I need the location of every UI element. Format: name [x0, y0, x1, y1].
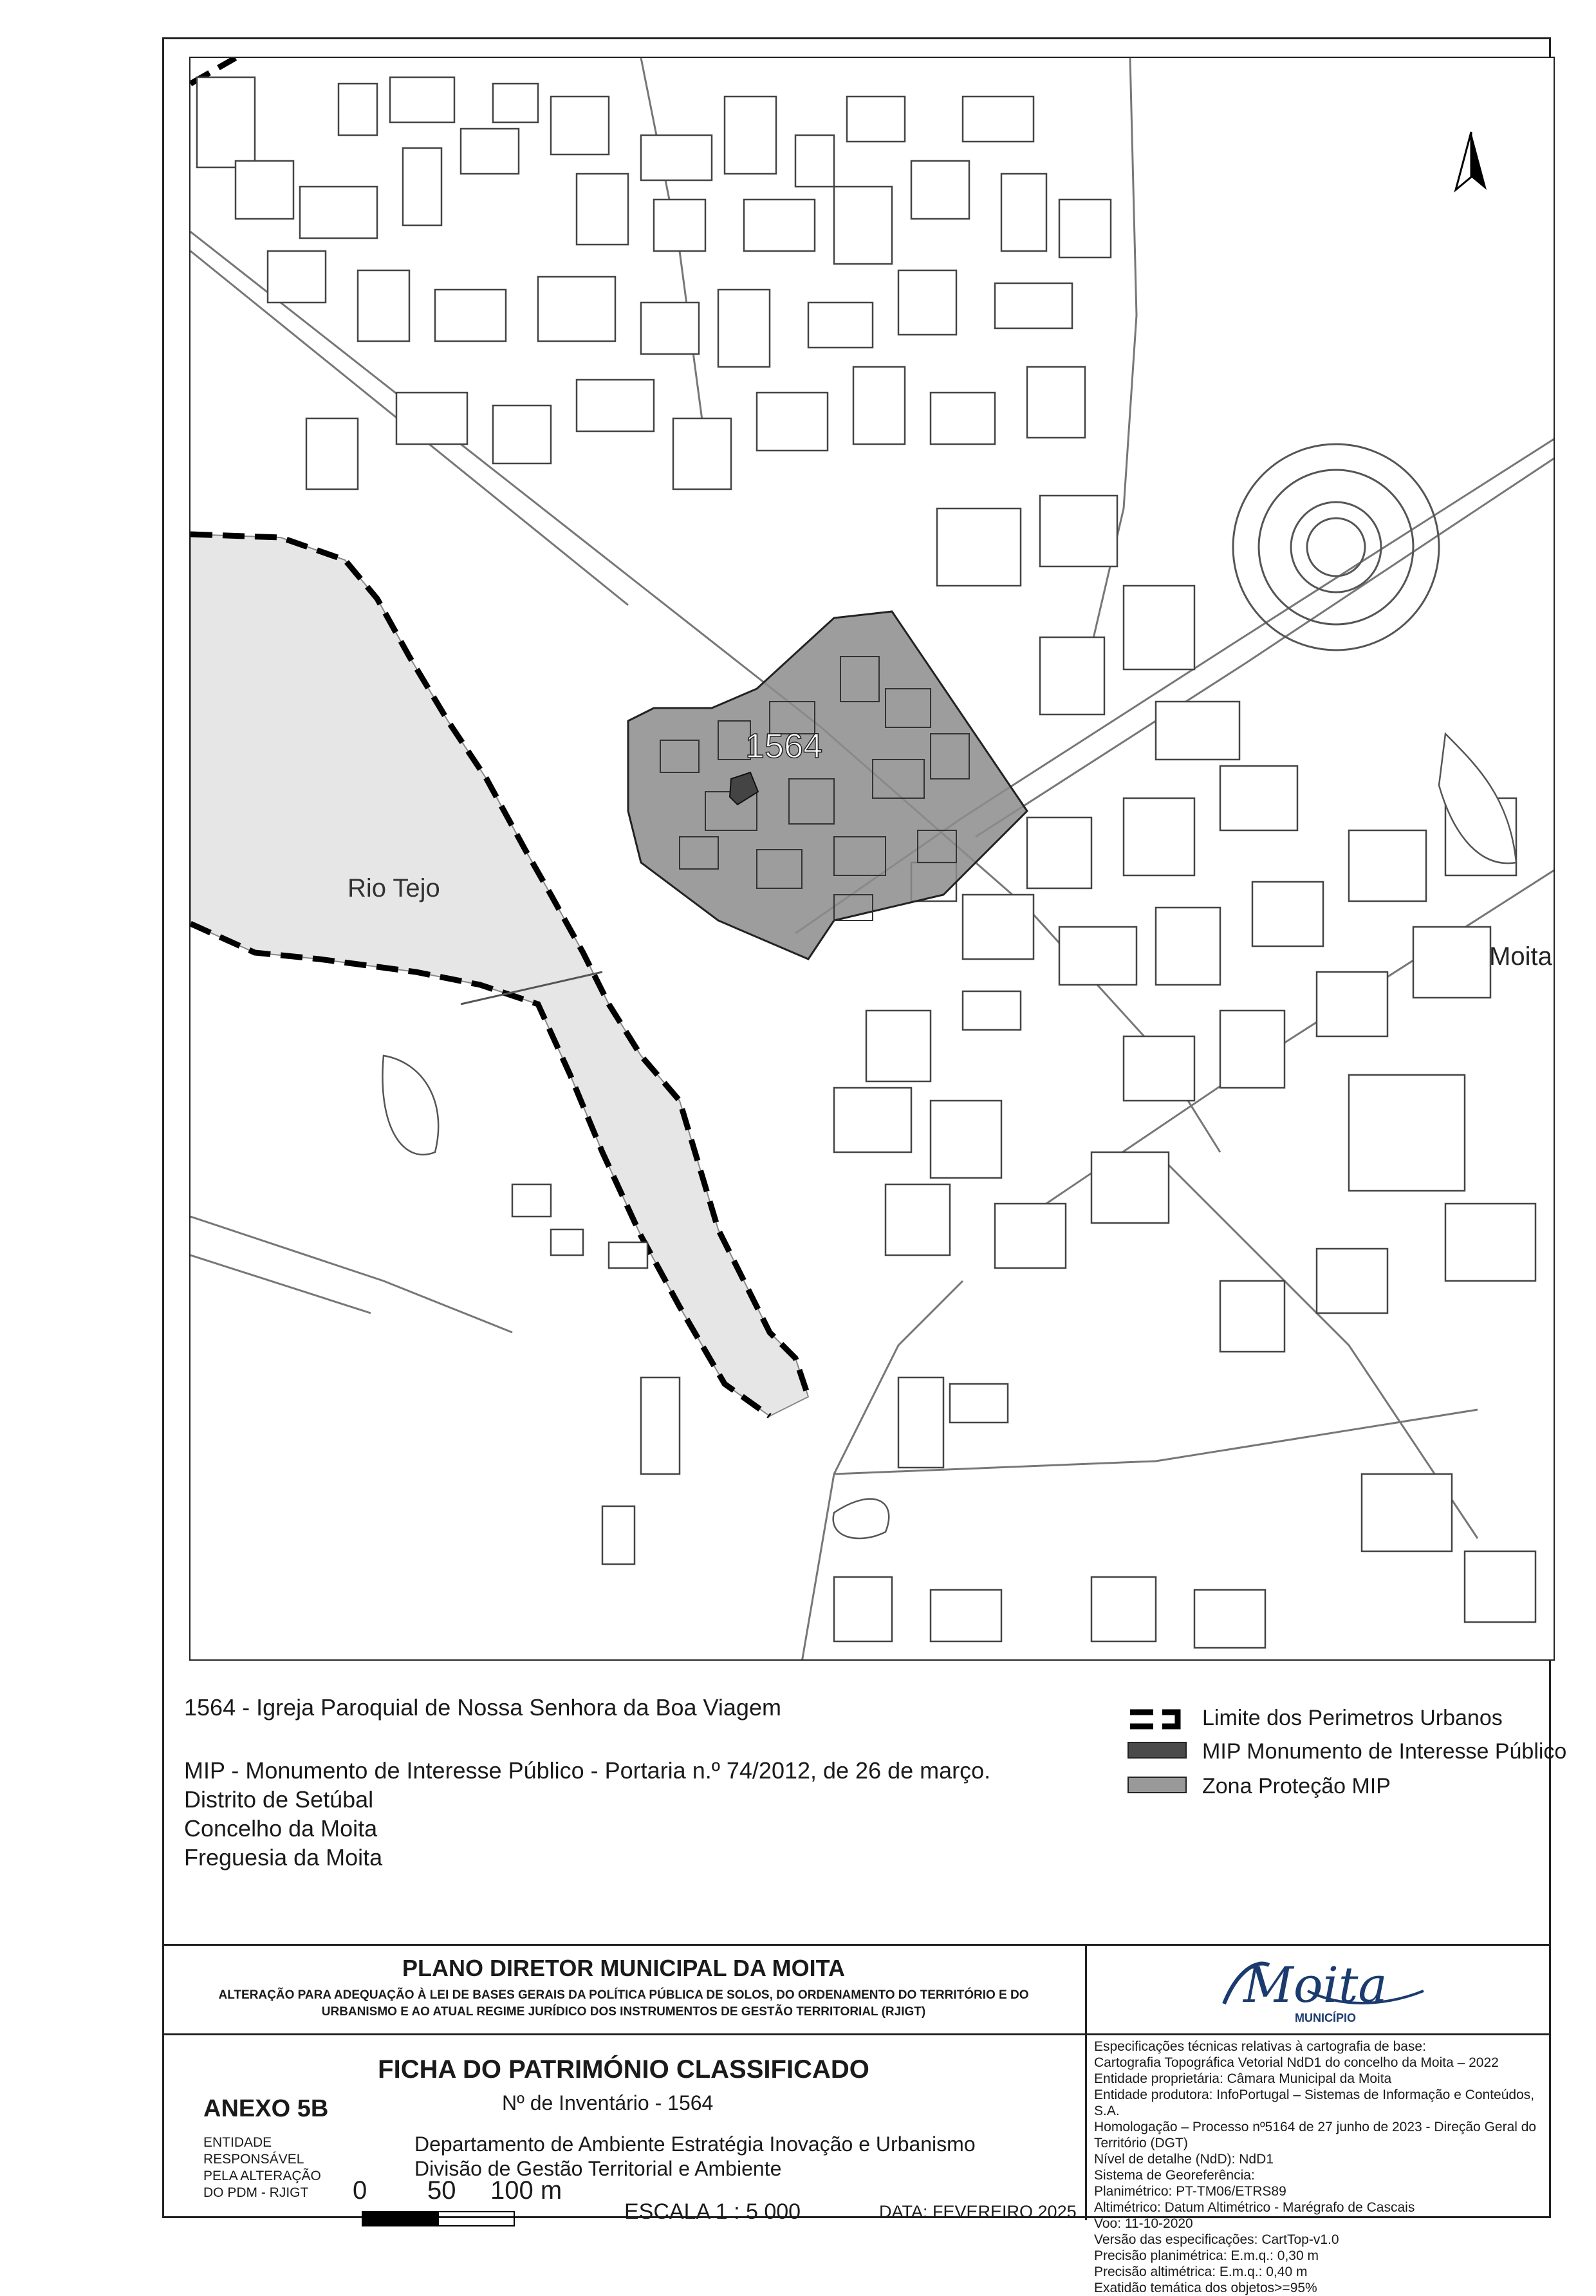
- building: [1027, 367, 1085, 438]
- scale-tick-100: 100 m: [490, 2176, 562, 2205]
- building: [866, 1011, 931, 1081]
- road: [190, 1217, 512, 1332]
- inventory-map-label: 1564: [745, 727, 823, 765]
- spec-line: Especificações técnicas relativas à cartografia de base:: [1094, 2039, 1426, 2054]
- building: [937, 509, 1021, 586]
- plan-subtitle-2: URBANISMO E AO ATUAL REGIME JURÍDICO DOS INSTRUMENTOS DE GESTÃO TERRITORIAL (RJIGT): [321, 2005, 926, 2019]
- building: [1465, 1551, 1536, 1622]
- building: [834, 187, 892, 264]
- building: [512, 1184, 551, 1217]
- spec-line: Precisão planimétrica: E.m.q.: 0,30 m: [1094, 2248, 1319, 2263]
- spec-line: Precisão altimétrica: E.m.q.: 0,40 m: [1094, 2264, 1308, 2279]
- building: [461, 129, 519, 174]
- building: [609, 1242, 647, 1268]
- river-area: [190, 534, 808, 1416]
- spec-line: Altimétrico: Datum Altimétrico - Marégrafo de Cascais: [1094, 2200, 1415, 2215]
- scale-tick-50: 50: [427, 2176, 456, 2205]
- road: [190, 1255, 371, 1313]
- dashed-boundary-symbol: [1127, 1708, 1189, 1730]
- map-canvas: [190, 58, 1555, 1661]
- building: [1001, 174, 1046, 251]
- river-label: Rio Tejo: [348, 874, 440, 902]
- building: [1156, 908, 1220, 985]
- spec-line: Sistema de Georeferência:: [1094, 2168, 1255, 2183]
- horizontal-divider: [162, 2033, 1085, 2035]
- spec-line: Versão das especificações: CartTop-v1.0: [1094, 2232, 1339, 2247]
- spec-line: Nível de detalhe (NdD): NdD1: [1094, 2152, 1274, 2167]
- building: [1091, 1152, 1169, 1223]
- building: [577, 174, 628, 245]
- building: [963, 895, 1034, 959]
- building: [995, 283, 1072, 328]
- building: [1124, 798, 1194, 875]
- building: [1091, 1577, 1156, 1641]
- monument-title: 1564 - Igreja Paroquial de Nossa Senhora da Boa Viagem: [184, 1694, 781, 1721]
- building: [725, 97, 776, 174]
- building: [1317, 1249, 1387, 1313]
- building: [1252, 882, 1323, 946]
- department: Departamento de Ambiente Estratégia Inovação e Urbanismo: [414, 2133, 976, 2156]
- logo-text: Moita: [1243, 1956, 1387, 2013]
- info-legend-section: [162, 1661, 1567, 1944]
- building: [808, 303, 873, 348]
- entity-line-2: RESPONSÁVEL: [203, 2152, 304, 2167]
- building: [1349, 830, 1426, 901]
- building: [641, 303, 699, 354]
- district-text: Distrito de Setúbal: [184, 1786, 374, 1813]
- building: [834, 1088, 911, 1152]
- plan-title: PLANO DIRETOR MUNICIPAL DA MOITA: [402, 1955, 845, 1981]
- building: [551, 1229, 583, 1255]
- building: [396, 393, 467, 444]
- building: [757, 393, 828, 451]
- map-view[interactable]: [189, 57, 1555, 1661]
- building: [1124, 1036, 1194, 1101]
- logo-subtext: MUNICÍPIO: [1295, 2011, 1357, 2024]
- building: [1059, 927, 1137, 985]
- sheet-title: FICHA DO PATRIMÓNIO CLASSIFICADO: [378, 2055, 869, 2084]
- building: [950, 1384, 1008, 1423]
- building: [847, 97, 905, 142]
- building: [995, 1204, 1066, 1268]
- north-arrow-icon: [1456, 132, 1487, 190]
- building: [1413, 927, 1490, 998]
- building: [641, 1377, 680, 1474]
- scale-bar: [362, 2211, 515, 2226]
- municipality-text: Concelho da Moita: [184, 1815, 378, 1842]
- building: [1040, 496, 1117, 566]
- building: [931, 1590, 1001, 1641]
- building: [1059, 200, 1111, 257]
- municipality-logo: [1179, 1952, 1449, 2030]
- monument-symbol: [1127, 1742, 1187, 1759]
- building: [577, 380, 654, 431]
- pond: [382, 1056, 438, 1155]
- building: [898, 1377, 943, 1468]
- classification-text: MIP - Monumento de Interesse Público - Portaria n.º 74/2012, de 26 de março.: [184, 1757, 991, 1784]
- building: [795, 135, 834, 187]
- building: [1220, 1281, 1285, 1352]
- building: [834, 1577, 892, 1641]
- building: [306, 418, 358, 489]
- title-block: [162, 1944, 1551, 2295]
- building: [390, 77, 454, 122]
- building: [718, 290, 770, 367]
- building: [1124, 586, 1194, 669]
- spec-line: Voo: 11-10-2020: [1094, 2216, 1193, 2231]
- entity-line-1: ENTIDADE: [203, 2135, 272, 2150]
- spec-line: Território (DGT): [1094, 2136, 1188, 2151]
- building: [963, 991, 1021, 1030]
- building: [403, 148, 441, 225]
- building: [654, 200, 705, 251]
- vertical-divider: [1085, 1946, 1087, 2220]
- building: [1194, 1590, 1265, 1648]
- legend-label-protection-zone: Zona Proteção MIP: [1202, 1774, 1391, 1798]
- spec-line: Entidade produtora: InfoPortugal – Sistemas de Informação e Conteúdos, S.A.: [1094, 2087, 1535, 2118]
- building: [898, 270, 956, 335]
- legend-label-monument: MIP Monumento de Interesse Público: [1202, 1739, 1567, 1764]
- annex-label: ANEXO 5B: [203, 2095, 329, 2122]
- building: [1362, 1474, 1452, 1551]
- building: [853, 367, 905, 444]
- building: [493, 406, 551, 463]
- entity-line-3: PELA ALTERAÇÃO: [203, 2169, 321, 2183]
- building: [1317, 972, 1387, 1036]
- legend-label-urban-perimeter: Limite dos Perimetros Urbanos: [1202, 1706, 1503, 1730]
- building: [551, 97, 609, 154]
- building: [435, 290, 506, 341]
- parish-text: Freguesia da Moita: [184, 1844, 383, 1871]
- technical-specs: [1094, 2039, 1545, 2296]
- building: [886, 1184, 950, 1255]
- division: Divisão de Gestão Territorial e Ambiente: [414, 2157, 782, 2180]
- spec-line: Exatidão temática dos objetos>=95%: [1094, 2281, 1317, 2295]
- building: [641, 135, 712, 180]
- building: [602, 1506, 635, 1564]
- building: [1445, 1204, 1536, 1281]
- building: [358, 270, 409, 341]
- protection-zone-symbol: [1127, 1777, 1187, 1793]
- building: [493, 84, 538, 122]
- date-text: DATA: FEVEREIRO 2025: [879, 2202, 1077, 2221]
- building: [1027, 817, 1091, 888]
- building: [673, 418, 731, 489]
- spec-line: Cartografia Topográfica Vetorial NdD1 do concelho da Moita – 2022: [1094, 2055, 1499, 2070]
- building: [1040, 637, 1104, 714]
- town-label: Moita: [1489, 942, 1552, 971]
- scale-tick-0: 0: [353, 2176, 367, 2205]
- stadium: [1233, 444, 1439, 650]
- building: [197, 77, 255, 167]
- building: [1220, 1011, 1285, 1088]
- scale-bar-fill: [363, 2212, 439, 2225]
- building: [931, 1101, 1001, 1178]
- horizontal-divider-right: [1085, 2033, 1551, 2035]
- inventory-number: Nº de Inventário - 1564: [502, 2091, 714, 2114]
- building: [268, 251, 326, 303]
- scale-text: ESCALA 1 : 5 000: [624, 2199, 801, 2224]
- building: [911, 161, 969, 219]
- entity-line-4: DO PDM - RJIGT: [203, 2185, 309, 2200]
- plan-subtitle-1: ALTERAÇÃO PARA ADEQUAÇÃO À LEI DE BASES GERAIS DA POLÍTICA PÚBLICA DE SOLOS, DO ORDENAMENTO DO TERRITÓRIO E DO: [218, 1988, 1029, 2002]
- building: [1220, 766, 1297, 830]
- building: [236, 161, 293, 219]
- building: [538, 277, 615, 341]
- building: [963, 97, 1034, 142]
- building: [744, 200, 815, 251]
- spec-line: Entidade proprietária: Câmara Municipal da Moita: [1094, 2071, 1392, 2086]
- pond: [833, 1499, 889, 1538]
- building: [339, 84, 377, 135]
- building: [931, 393, 995, 444]
- building: [1349, 1075, 1465, 1191]
- building: [1156, 702, 1239, 760]
- spec-line: Planimétrico: PT-TM06/ETRS89: [1094, 2184, 1286, 2199]
- spec-line: Homologação – Processo nº5164 de 27 junho de 2023 - Direção Geral do: [1094, 2120, 1537, 2134]
- building: [300, 187, 377, 238]
